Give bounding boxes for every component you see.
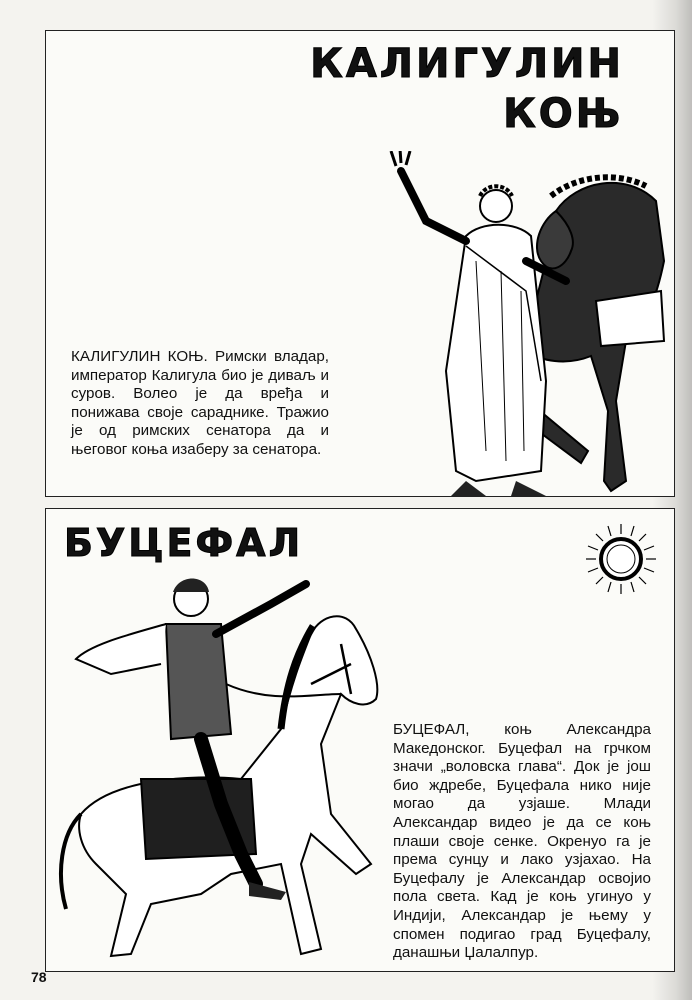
panel-title-line2: КОЊ — [503, 91, 624, 137]
alexander-on-horse-illustration — [51, 564, 391, 969]
bucephalus-panel — [45, 508, 675, 972]
bucephalus-paragraph: БУЦЕФАЛ, коњ Александра Македонског. Буцефал на грчком значи „воловска глава“. Док је још био ждребе, Буцефала нико није могао да узјаше. Млади Александар видео је да се коњ плаши своје сенке. Окренуо га је према сунцу и лако узјахао. На Буцефалу је Александар освојио пола света. Кад је коњ угинуо у Индији, Александар је њему у спомен подигао град Буцефалу, данашњи Џалалпур. — [393, 721, 651, 962]
page-number: 78 — [31, 969, 47, 985]
panel-title-line1: КАЛИГУЛИН — [310, 41, 624, 87]
caligula-horse-panel — [45, 30, 675, 497]
sun-icon — [561, 514, 671, 604]
caligula-paragraph: КАЛИГУЛИН КОЊ. Римски владар, император Калигула био је диваљ и суров. Волео је да вређа и понижава своје сарадникe. Тражио је од римских сенатора да и његовог коња изаберу за сенатора. — [71, 348, 329, 458]
panel-title: БУЦЕФАЛ — [64, 521, 304, 565]
emperor-and-horse-illustration — [326, 151, 666, 496]
